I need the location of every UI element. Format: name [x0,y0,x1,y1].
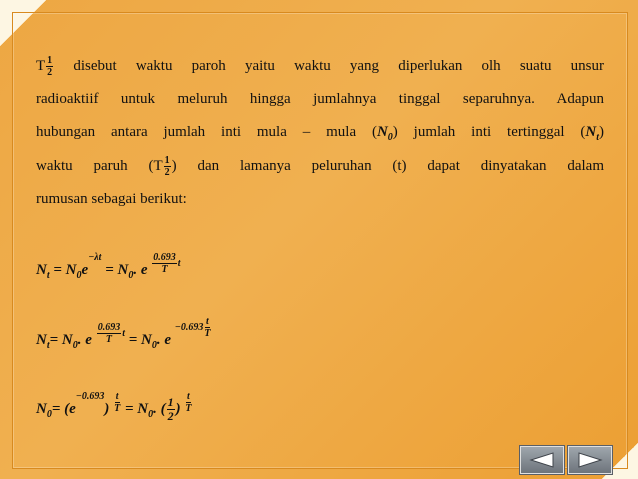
eq1-exponent-fraction: $\frac{0.693}{T}$ t [153,252,181,275]
equation-2: $N_t= N_0$. e $\frac{0.693}{T}$ t = $N_0$. e −0.693 $\frac{t}{T}$ [36,316,211,351]
paragraph-line-5: rumusan sebagai berikut: [36,191,187,207]
equation-1: $N_t = N_0e-\lambda t = N_0$. e $\frac{0.693}{T}$ t [36,252,181,281]
eq2-exponent-fraction: $\frac{0.693}{T}$ t [97,322,125,345]
paragraph-line-4: waktu paruh (T $\frac{1}{2}$ ) dan lamanya peluruhan (t) dapat dinyatakan dalam [36,155,604,179]
eq3-power-fraction-2: $\frac{t}{T}$ [185,390,192,414]
previous-slide-button[interactable] [520,446,564,474]
equation-3: $N_0= (e-0.693)$ $\frac{t}{T}$ = $N_0$. ( $\frac{1}{2}$ ) $\frac{t}{T}$ [36,390,192,423]
next-slide-button[interactable] [568,446,612,474]
eq2-exponent-2: −0.693 $\frac{t}{T}$ [174,316,211,339]
paragraph-line-1 [36,50,604,83]
half-life-symbol: T $\frac{1}{2}$ [36,55,53,79]
eq1-exponent: −λt [88,252,102,263]
triangle-left-icon [529,452,555,468]
eq3-power-fraction: $\frac{t}{T}$ [114,390,121,414]
eq3-exponent: −0.693 [75,390,105,402]
paragraph-text [36,50,604,216]
paragraph-line-3: hubungan antara jumlah inti mula – mula $(N_0)$ jumlah inti tertinggal $(N_t)$ [36,124,604,143]
paragraph-line-1-text: disebut waktu paroh yaitu waktu yang diperlukan olh suatu unsur [73,58,604,74]
paragraph-line-2: radioaktiif untuk meluruh hingga jumlahnya tinggal separuhnya. Adapun [36,91,604,107]
triangle-right-icon [577,452,603,468]
